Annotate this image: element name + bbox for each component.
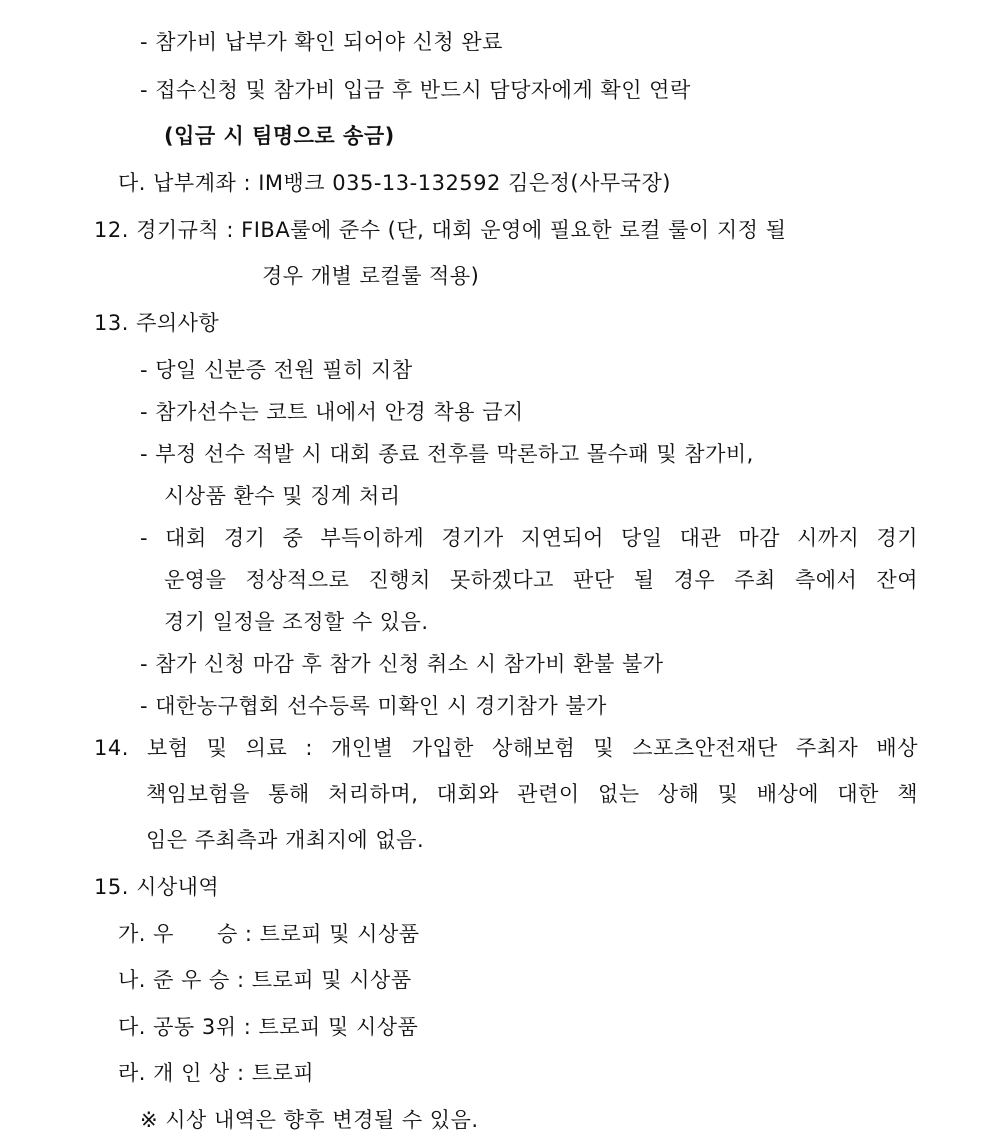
caution-item: - 대한농구협회 선수등록 미확인 시 경기참가 불가 [140, 694, 607, 718]
awards-title: 15. 시상내역 [94, 875, 220, 899]
insurance-line-1: 14. 보험 및 의료 : 개인별 가입한 상해보험 및 스포츠안전재단 주최자 배상 [94, 736, 918, 760]
caution-item-cont: 시상품 환수 및 징계 처리 [164, 484, 401, 508]
cautions-title: 13. 주의사항 [94, 311, 220, 335]
award-item: 나. 준 우 승 : 트로피 및 시상품 [118, 968, 412, 992]
fee-confirm-line: - 참가비 납부가 확인 되어야 신청 완료 [140, 30, 503, 54]
caution-item: - 대회 경기 중 부득이하게 경기가 지연되어 당일 대관 마감 시까지 경기 [140, 526, 918, 550]
caution-item-cont: 경기 일정을 조정할 수 있음. [164, 610, 429, 634]
caution-item: - 당일 신분증 전원 필히 지참 [140, 358, 413, 382]
rules-line-1: 12. 경기규칙 : FIBA룰에 준수 (단, 대회 운영에 필요한 로컬 룰이 지정 될 [94, 218, 787, 242]
caution-item: - 참가선수는 코트 내에서 안경 착용 금지 [140, 400, 524, 424]
remit-note: (입금 시 팀명으로 송금) [164, 124, 395, 148]
rules-line-2: 경우 개별 로컬룰 적용) [262, 264, 480, 288]
caution-item-cont: 운영을 정상적으로 진행치 못하겠다고 판단 될 경우 주최 측에서 잔여 [164, 568, 918, 592]
contact-line: - 접수신청 및 참가비 입금 후 반드시 담당자에게 확인 연락 [140, 78, 691, 102]
caution-item: - 부정 선수 적발 시 대회 종료 전후를 막론하고 몰수패 및 참가비, [140, 442, 754, 466]
insurance-line-2: 책임보험을 통해 처리하며, 대회와 관련이 없는 상해 및 배상에 대한 책 [146, 782, 918, 806]
awards-note: ※ 시상 내역은 향후 변경될 수 있음. [140, 1108, 479, 1132]
account-line: 다. 납부계좌 : IM뱅크 035-13-132592 김은정(사무국장) [118, 171, 671, 195]
caution-item: - 참가 신청 마감 후 참가 신청 취소 시 참가비 환불 불가 [140, 652, 664, 676]
award-item: 가. 우 승 : 트로피 및 시상품 [118, 922, 420, 946]
award-item: 다. 공동 3위 : 트로피 및 시상품 [118, 1015, 419, 1039]
insurance-line-3: 임은 주최측과 개최지에 없음. [146, 828, 425, 852]
award-item: 라. 개 인 상 : 트로피 [118, 1061, 315, 1085]
